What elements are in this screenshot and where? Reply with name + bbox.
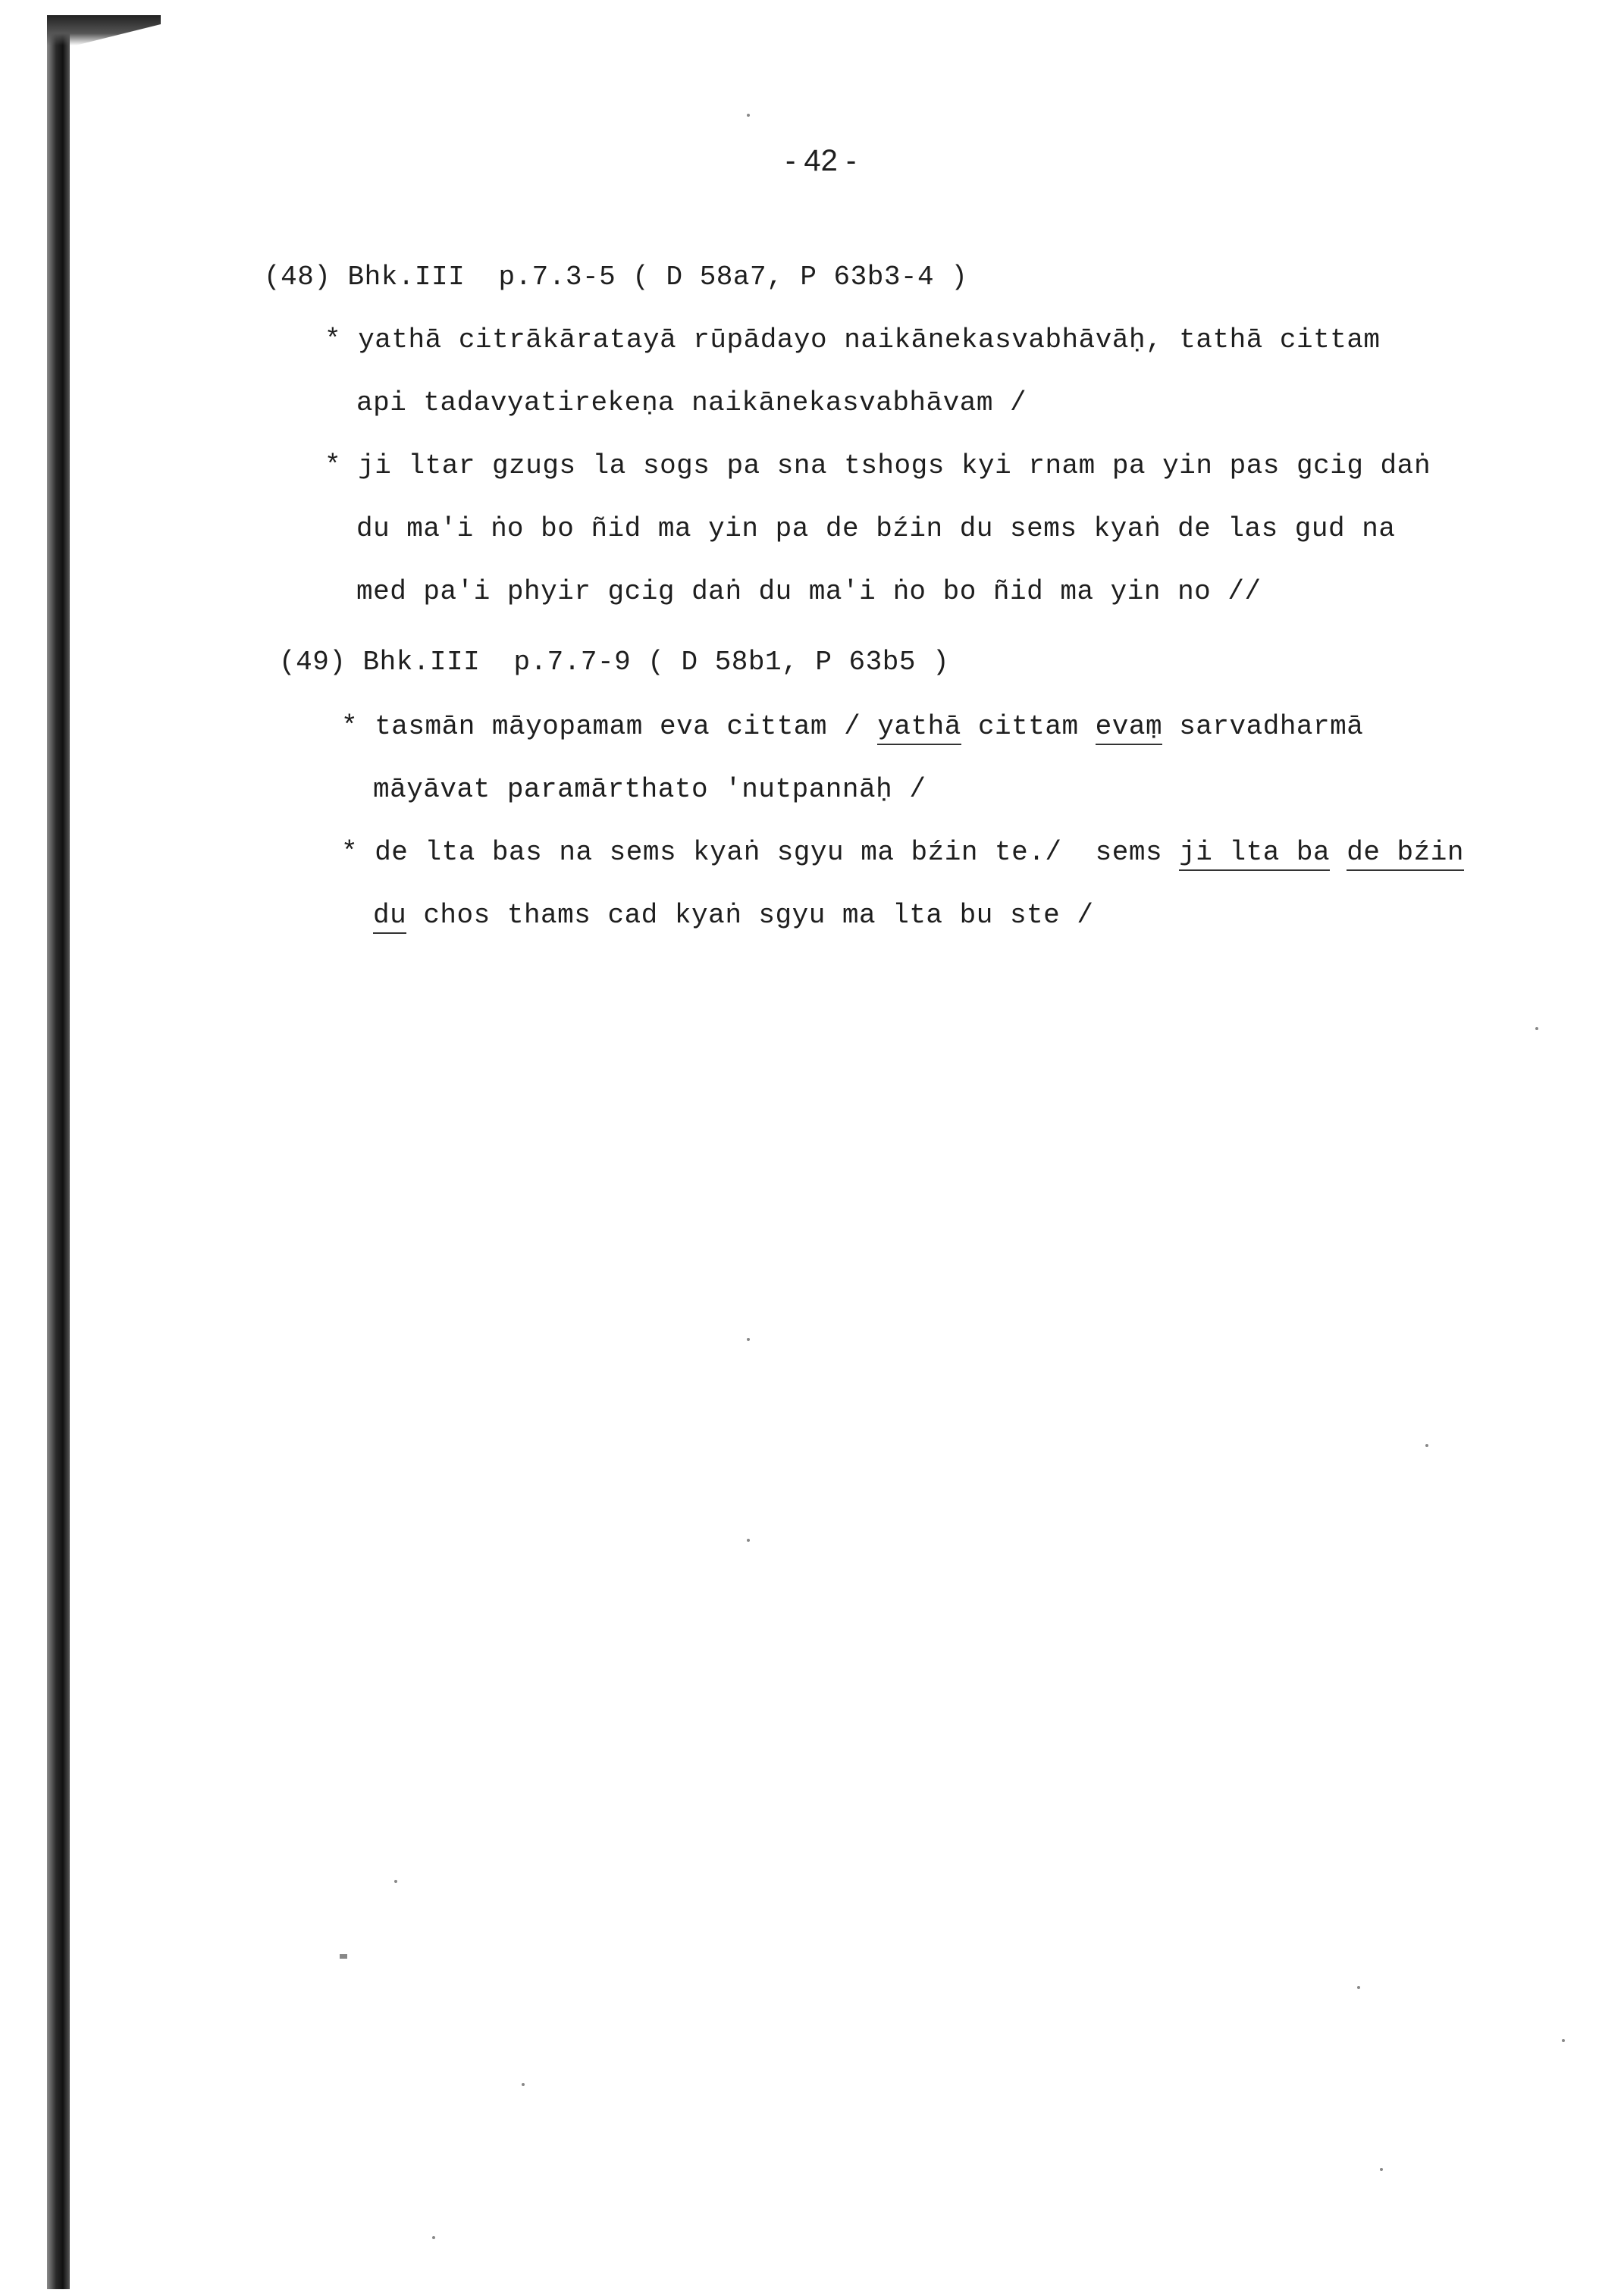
entry-48-tibetan-line-2: du ma'i ṅo bo ñid ma yin pa de bźin du sems kyaṅ de las gud na: [356, 513, 1396, 544]
entry-48-tibetan-line-1: * ji ltar gzugs la sogs pa sna tshogs kyi rnam pa yin pas gcig daṅ: [324, 450, 1431, 481]
scan-speck: [1425, 1444, 1428, 1447]
entry-49-sanskrit-text: cittam: [961, 711, 1096, 742]
entry-49-sanskrit-line-2: māyāvat paramārthato 'nutpannāḥ /: [373, 774, 926, 805]
entry-48-tibetan-line-3: med pa'i phyir gcig daṅ du ma'i ṅo bo ñid ma yin no //: [356, 576, 1262, 607]
scan-speck: [1535, 1027, 1538, 1030]
entry-48-sanskrit-line-1: * yathā citrākāratayā rūpādayo naikānekasvabhāvāḥ, tathā cittam: [324, 324, 1381, 356]
entry-49-sanskrit-line-1: [341, 711, 1363, 742]
underlined-du: du: [373, 900, 406, 934]
scan-speck: [394, 1880, 397, 1883]
scan-speck: [340, 1954, 347, 1959]
entry-48-sanskrit-line-2: api tadavyatirekeṇa naikānekasvabhāvam /: [356, 387, 1027, 418]
scan-speck: [747, 1338, 750, 1341]
underlined-yatha: yathā: [877, 711, 961, 745]
scan-binding-corner: [47, 15, 161, 45]
entry-49-sanskrit-text: sarvadharmā: [1162, 711, 1364, 742]
entry-49-header: (49) Bhk.III p.7.7-9 ( D 58b1, P 63b5 ): [279, 647, 950, 678]
scan-speck: [747, 1539, 750, 1542]
scan-speck: [1357, 1986, 1360, 1989]
scan-speck: [1380, 2168, 1383, 2171]
underlined-evam: evaṃ: [1096, 711, 1162, 745]
scan-speck: [747, 114, 750, 117]
scan-binding-edge: [47, 15, 70, 2289]
page-number: - 42 -: [785, 144, 857, 177]
scan-speck: [522, 2083, 525, 2086]
scan-speck: [1562, 2039, 1565, 2042]
scan-speck: [432, 2236, 435, 2239]
entry-49-tibetan-text: * de lta bas na sems kyaṅ sgyu ma bźin te./ sems: [341, 837, 1180, 868]
entry-49-tibetan-text: chos thams cad kyaṅ sgyu ma lta bu ste /: [406, 900, 1094, 931]
entry-49-tibetan-line-2: [373, 900, 1093, 931]
entry-49-sanskrit-text: * tasmān māyopamam eva cittam /: [341, 711, 878, 742]
underlined-ji-lta-ba: ji lta ba: [1179, 837, 1330, 871]
entry-49-tibetan-line-1: [341, 837, 1464, 868]
entry-48-header: (48) Bhk.III p.7.3-5 ( D 58a7, P 63b3-4 ): [264, 262, 968, 293]
underlined-de-bzin: de bźin: [1347, 837, 1464, 871]
entry-49-tibetan-text: [1330, 837, 1347, 868]
